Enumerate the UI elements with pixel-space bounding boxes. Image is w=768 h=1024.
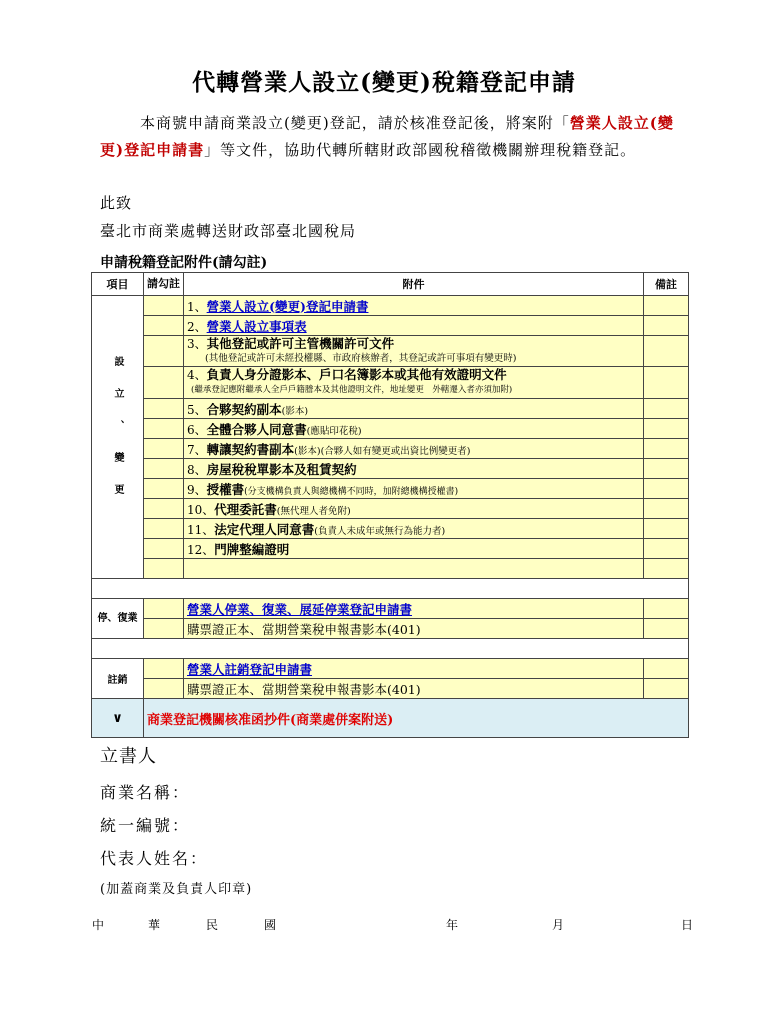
header-check: 請勾註 [144,273,184,296]
row-num: 5、 [187,402,207,417]
note-cell [644,459,689,479]
row-link-cancel-form[interactable]: 營業人註銷登記申請書 [187,661,313,677]
table-row [92,659,689,679]
date-char-1: 中 [92,918,105,932]
row-text: 合夥契約副本 [206,401,282,417]
note-cell [644,659,689,679]
header-item: 項目 [92,273,144,296]
row-num: 9、 [187,482,207,497]
checkbox-cell[interactable] [144,367,184,399]
date-month: 月 [552,918,565,932]
note-cell [644,336,689,367]
checkbox-cell[interactable] [144,679,184,699]
table-row [92,399,689,419]
intro-highlight: 營業人設立(變更)登記申請書 [100,114,674,159]
row-link-suspend-form[interactable]: 營業人停業、復業、展延停業登記申請書 [187,601,413,617]
row-text: 購票證正本、當期營業稅申報書影本(401) [187,621,421,637]
note-cell [644,367,689,399]
table-row [92,296,689,316]
section-suspend-label: 停、復業 [92,599,144,639]
header-attachment: 附件 [184,273,644,296]
row-note: (應貼印花稅) [306,425,362,437]
table-row-empty [92,559,689,579]
note-cell [644,316,689,336]
row-num: 12、 [187,542,215,557]
row-num: 10、 [187,502,215,517]
table-row [92,679,689,699]
checkbox-cell[interactable] [144,559,184,579]
row-num: 2、 [187,319,207,334]
intro-part1: 本商號申請商業設立(變更)登記，請於核准登記後，將案附「 [140,114,570,132]
checkbox-cell[interactable] [144,519,184,539]
checkbox-cell[interactable] [144,479,184,499]
table-row [92,539,689,559]
table-row [92,619,689,639]
row-text: 購票證正本、當期營業稅申報書影本(401) [187,681,421,697]
note-cell [644,499,689,519]
field-business-name: 商業名稱： [100,783,191,802]
row-note: (影本) [281,405,309,417]
note-cell [644,619,689,639]
final-row-text: 商業登記機關核准函抄件(商業處併案附送) [147,712,394,728]
checkbox-cell[interactable] [144,459,184,479]
row-text: 負責人身分證影本、戶口名簿影本或其他有效證明文件 [206,367,507,382]
intro-part2: 」等文件，協助代轉所轄財政部國稅稽徵機關辦理稅籍登記。 [204,141,637,159]
row-text: 代理委託書 [214,501,277,517]
signer-label: 立書人 [100,746,157,767]
checkbox-cell[interactable] [144,419,184,439]
note-cell [644,599,689,619]
row-note: (負責人未成年或無行為能力者) [314,525,446,537]
final-check-mark: ∨ [92,699,144,738]
row-num: 4、 [187,368,207,382]
note-cell [644,296,689,316]
row-num: 7、 [187,442,207,457]
date-char-2: 華 [148,918,161,932]
row-text: 門牌整編證明 [214,541,290,557]
date-char-4: 國 [264,918,277,932]
row-note: (繼承登記應附繼承人全戶戶籍謄本及其他證明文件，地址變更 外轄遷入者亦須加附) [191,385,513,395]
table-row [92,479,689,499]
stamp-note: (加蓋商業及負責人印章) [100,882,253,897]
intro-paragraph [100,110,690,164]
note-cell [644,419,689,439]
table-header [92,273,689,296]
row-note: (影本)(合夥人如有變更或出資比例變更者) [294,445,471,457]
recipient: 臺北市商業處轉送財政部臺北國稅局 [100,222,357,240]
row-num: 1、 [187,299,207,314]
salutation: 此致 [100,194,133,212]
note-cell [644,479,689,499]
note-cell [644,679,689,699]
checkbox-cell[interactable] [144,316,184,336]
note-cell [644,559,689,579]
section-divider [92,579,689,599]
date-day: 日 [681,918,694,932]
row-text: 授權書 [206,481,245,497]
note-cell [644,519,689,539]
section-setup-label: 設立、變更 [92,296,144,579]
row-num: 6、 [187,422,207,437]
checkbox-cell[interactable] [144,659,184,679]
row-note: (其他登記或許可未經投權縣、市政府核辦者，其登記或許可事項有變更時) [205,353,517,364]
table-row [92,459,689,479]
row-note: (分支機構負責人與總機構不同時，加附總機構授權書) [244,486,459,497]
checkbox-cell[interactable] [144,336,184,367]
table-row [92,599,689,619]
row-text: 房屋稅稅單影本及租賃契約 [206,461,357,477]
attachments-table [91,272,689,738]
date-char-3: 民 [206,918,219,932]
row-num: 3、 [187,337,207,351]
page-title: 代轉營業人設立(變更)稅籍登記申請 [192,69,576,96]
section-cancel-label: 註銷 [92,659,144,699]
section-divider [92,639,689,659]
final-row [92,699,689,738]
table-row [92,316,689,336]
row-text: 法定代理人同意書 [214,521,315,537]
note-cell [644,539,689,559]
table-row [92,439,689,459]
row-num: 8、 [187,462,207,477]
header-note: 備註 [644,273,689,296]
row-num: 11、 [187,522,215,537]
note-cell [644,439,689,459]
checkbox-cell[interactable] [144,296,184,316]
table-row [92,367,689,399]
table-row [92,519,689,539]
row-text: 全體合夥人同意書 [206,421,307,437]
table-row [92,499,689,519]
row-text: 轉讓契約書副本 [206,441,295,457]
row-text: 其他登記或許可主管機關許可文件 [206,336,395,351]
date-year: 年 [446,918,459,932]
field-representative: 代表人姓名： [100,849,209,868]
row-link-setup-form[interactable]: 營業人設立(變更)登記申請書 [206,298,369,314]
field-tax-id: 統一編號： [100,816,191,835]
table-row [92,336,689,367]
checkbox-cell[interactable] [144,539,184,559]
checkbox-cell[interactable] [144,499,184,519]
table-row [92,419,689,439]
checkbox-cell[interactable] [144,599,184,619]
checkbox-cell[interactable] [144,439,184,459]
checkbox-cell[interactable] [144,619,184,639]
note-cell [644,399,689,419]
row-note: (無代理人者免附) [276,505,351,517]
attachments-title: 申請稅籍登記附件(請勾註) [100,255,268,271]
row-link-setup-items[interactable]: 營業人設立事項表 [206,318,307,334]
checkbox-cell[interactable] [144,399,184,419]
